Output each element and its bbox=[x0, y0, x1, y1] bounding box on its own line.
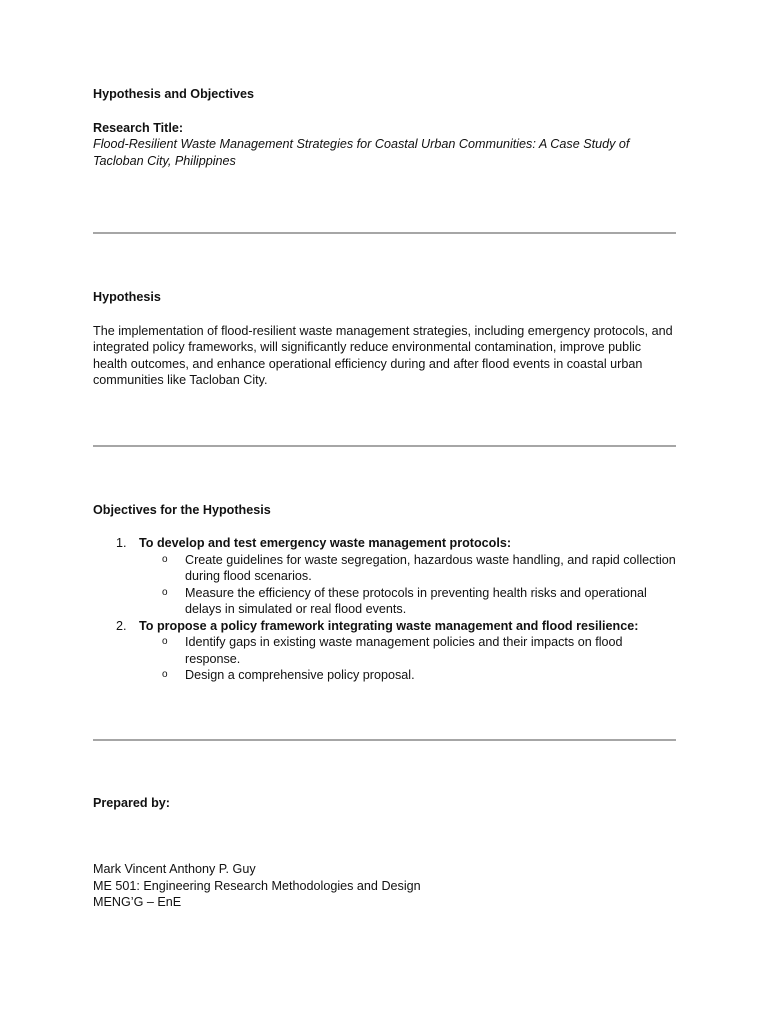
author-course: ME 501: Engineering Research Methodologies and Design bbox=[93, 878, 421, 893]
subitem-text: Design a comprehensive policy proposal. bbox=[185, 668, 415, 682]
subitem-text: Create guidelines for waste segregation, hazardous waste handling, and rapid collection during flood scenarios. bbox=[185, 552, 676, 583]
objective-item bbox=[93, 618, 676, 684]
list-item bbox=[139, 634, 676, 667]
list-item bbox=[139, 585, 676, 618]
objective-number: 2. bbox=[116, 618, 127, 633]
objective-title: To propose a policy framework integrating waste management and flood resilience: bbox=[139, 618, 639, 633]
research-title: Flood-Resilient Waste Management Strategies for Coastal Urban Communities: A Case Study of Tacloban City, Philippines bbox=[93, 137, 630, 168]
list-item bbox=[139, 552, 676, 585]
subitem-text: Identify gaps in existing waste management policies and their impacts on flood response. bbox=[185, 635, 623, 666]
author-name: Mark Vincent Anthony P. Guy bbox=[93, 862, 256, 876]
objectives-list bbox=[93, 535, 676, 684]
research-title-label: Research Title: bbox=[93, 120, 184, 135]
objective-number: 1. bbox=[116, 536, 127, 550]
document-heading: Hypothesis and Objectives bbox=[93, 87, 254, 101]
bullet-icon: o bbox=[162, 586, 168, 598]
author-program: MENG’G – EnE bbox=[93, 895, 182, 909]
bullet-icon: o bbox=[162, 669, 168, 680]
objective-title: To develop and test emergency waste management protocols: bbox=[139, 536, 512, 550]
hypothesis-text: The implementation of flood-resilient waste management strategies, including emergency protocols, and integrated policy frameworks, will significantly reduce environmental contamination, improve public health outcomes, and enhance operational efficiency during and after flood events in coastal urban communities like Tacloban City. bbox=[93, 323, 673, 387]
subitem-text: Measure the efficiency of these protocols in preventing health risks and operational delays in simulated or real flood events. bbox=[185, 585, 647, 616]
objective-subitems bbox=[139, 552, 676, 618]
list-item bbox=[139, 667, 676, 684]
objective-subitems bbox=[139, 634, 676, 684]
prepared-by-label: Prepared by: bbox=[93, 795, 170, 810]
objectives-heading: Objectives for the Hypothesis bbox=[93, 502, 271, 517]
document-content bbox=[93, 86, 676, 911]
bullet-icon: o bbox=[162, 636, 168, 647]
hypothesis-heading: Hypothesis bbox=[93, 290, 161, 304]
bullet-icon: o bbox=[162, 553, 168, 565]
objective-item bbox=[93, 535, 676, 618]
